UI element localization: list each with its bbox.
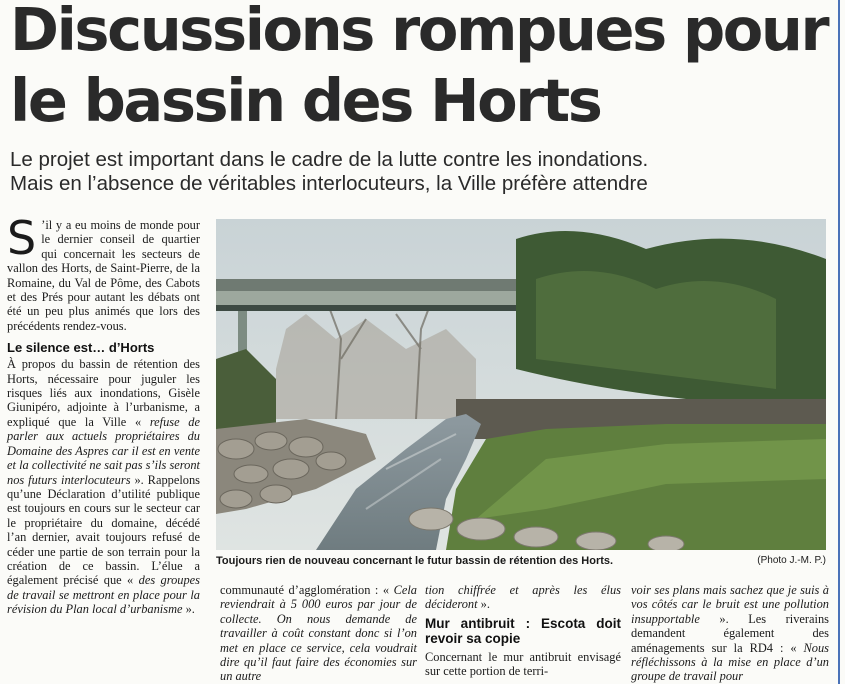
body-text: ».	[477, 597, 490, 612]
intro-text: ’il y a eu moins de monde pour le dernier conseil de quartier qui concernait les secteurs de vallon des Horts, de Saint-Pierre, de la Romaine, du Val de Pôme, des Cabots et des Prés pour autant les débats ont été un peu plus animés que lors des précédents rendez-vous.	[7, 218, 200, 333]
subheadline-line-2: Mais en l’absence de véritables interlocuteurs, la Ville préfère attendre	[10, 172, 648, 195]
body-text: communauté d’agglomération : «	[220, 583, 394, 597]
body-paragraph	[425, 650, 621, 679]
column-3	[425, 583, 621, 679]
photo-river-bridge	[216, 219, 826, 550]
photo-caption	[216, 553, 826, 569]
quote-text: des groupes de travail se mettront en place pour la révision du Plan local d’urbanisme	[7, 573, 200, 617]
column-2	[220, 583, 417, 684]
body-text: À propos du bassin de rétention des Horts, nécessaire pour juguler les risques liés aux inondations, Gisèle Giunipéro, adjointe à l’urbanisme, a expliqué que la Ville «	[7, 357, 200, 429]
drop-cap: S	[7, 211, 37, 265]
column-1	[7, 211, 200, 617]
body-text: ». Rappelons qu’une Déclaration d’utilité publique est toujours en cours sur le secteur car le propriétaire du domaine, décédé l’an dernier, avait toujours refusé de céder une partie de son terrain pour la création de ce bassin. L’élue a également précisé que «	[7, 472, 200, 588]
headline: Discussions rompues pour le bassin des Horts	[10, 0, 828, 135]
body-paragraph	[7, 357, 200, 616]
subheadline	[10, 148, 835, 196]
article-photo	[216, 219, 826, 550]
body-paragraph	[425, 583, 621, 612]
subheadline-line-1: Le projet est important dans le cadre de la lutte contre les inondations.	[10, 148, 649, 171]
section-heading-mur-antibruit: Mur antibruit : Escota doit revoir sa copie	[425, 615, 621, 646]
caption-text: Toujours rien de nouveau concernant le futur bassin de rétention des Horts.	[216, 555, 614, 567]
section-heading-silence: Le silence est… d’Horts	[7, 340, 155, 356]
quote-text: Nous réfléchissons à la mise en place d’un groupe de travail pour	[631, 640, 829, 684]
quote-text: refuse de parler aux actuels propriétaires du Domaine des Aspres car il est en vente et la collectivité ne sait pas s’ils seront nos futurs interlocuteurs	[7, 414, 200, 487]
page-edge-rule	[838, 0, 840, 684]
body-text: ».	[182, 602, 195, 617]
quote-text: Cela reviendrait à 5 000 euros par jour de collecte. On nous demande de travailler à coût constant donc si l’on met en place ce service, cela voudrait dire qu’il faut faire des économies sur un autre	[220, 583, 417, 684]
intro-paragraph	[7, 211, 200, 333]
body-paragraph	[631, 583, 829, 684]
body-paragraph	[220, 583, 417, 684]
quote-text: voir ses plans mais sachez que je suis à vos côtés car le bruit est une pollution insupportable	[631, 583, 829, 626]
column-4	[631, 583, 829, 684]
body-text: Concernant le mur antibruit envisagé sur cette portion de terri-	[425, 649, 621, 679]
quote-text: tion chiffrée et après les élus décideront	[425, 583, 621, 612]
body-text: ». Les riverains demandent également des aménagements sur la RD4 : «	[631, 611, 829, 655]
photo-credit: (Photo J.-M. P.)	[757, 555, 826, 566]
